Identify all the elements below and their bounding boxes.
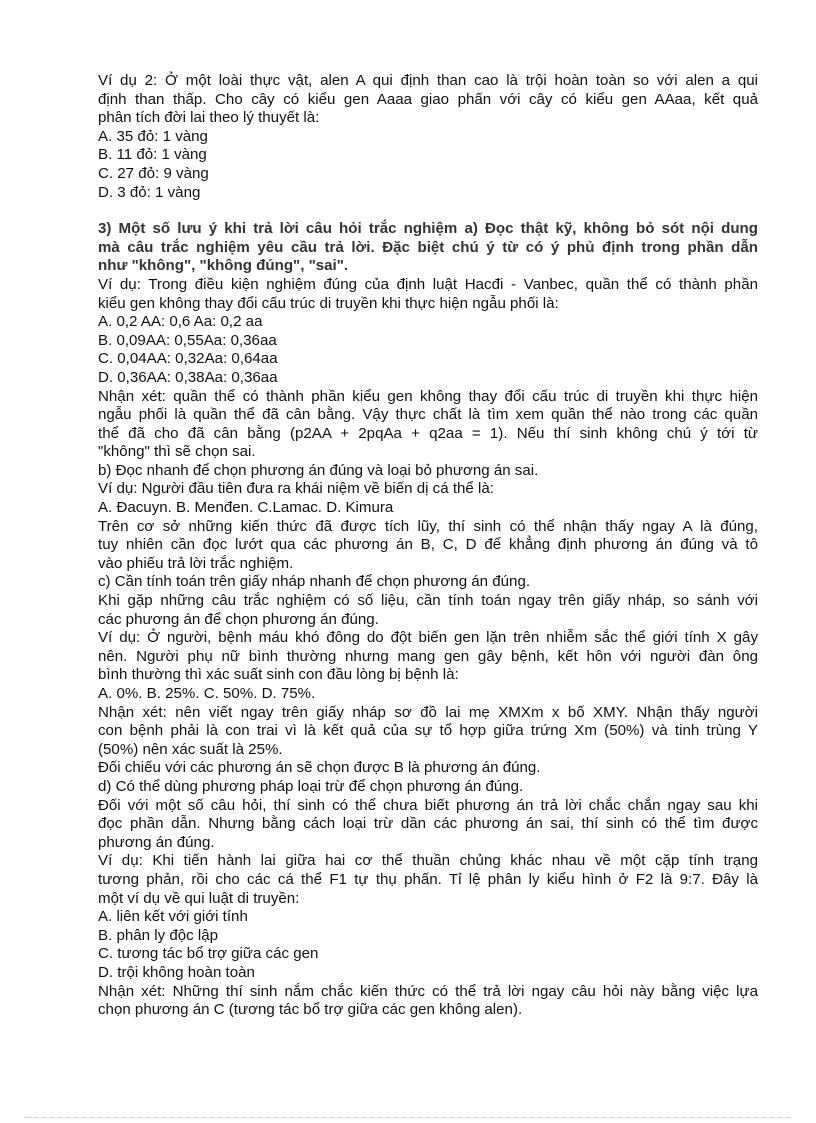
text-line: C. 0,04AA: 0,32Aa: 0,64aa xyxy=(98,350,278,368)
text-line: Trên cơ sở những kiến thức đã được tích lũy, thí sinh có thể nhận thấy ngay A là đúng, xyxy=(98,517,758,535)
text-line: Nhận xét: nên viết ngay trên giấy nháp sơ đồ lai mẹ XMXm x bố XMY. Nhận thấy người xyxy=(98,703,758,721)
text-line: nên. Người phụ nữ bình thường nhưng mang gen gây bệnh, kết hôn với người đàn ông xyxy=(98,647,758,665)
text-line: D. trội không hoàn toàn xyxy=(98,963,255,981)
text-line: A. Đacuyn. B. Menđen. C.Lamac. D. Kimura xyxy=(98,499,394,517)
text-line: (50%) nên xác suất là 25%. xyxy=(98,740,283,758)
text-line: A. 0%. B. 25%. C. 50%. D. 75%. xyxy=(98,685,316,702)
text-line: Ví dụ: Ở người, bệnh máu khó đông do đột biến gen lặn trên nhiễm sắc thể giới tính X gây xyxy=(98,629,758,647)
text-line: con bệnh phải là con trai vì là kết quả của sự tổ hợp giữa trứng Xm (50%) và tinh trùng Y xyxy=(98,722,758,740)
text-line: Nhận xét: Những thí sinh nắm chắc kiến thức có thể trả lời ngay câu hỏi này bằng việc lựa xyxy=(98,982,758,1000)
text-line: kiểu gen không thay đổi cấu trúc di truyền khi thực hiện ngẫu phối là: xyxy=(98,294,559,312)
text-line: A. liên kết với giới tính xyxy=(98,908,248,926)
text-line: một ví dụ về qui luật di truyền: xyxy=(98,889,300,907)
text-line: C. tương tác bổ trợ giữa các gen xyxy=(98,945,319,963)
text-line: Nhận xét: quần thể có thành phần kiểu gen không thay đổi cấu trúc di truyền khi thực hiện xyxy=(98,387,758,405)
text-line: Ví dụ 2: Ở một loài thực vật, alen A qui định than cao là trội hoàn toàn so với alen a qui xyxy=(98,72,758,89)
text-line: tương phản, rồi cho các cá thể F1 tự thụ phấn. Tỉ lệ phân ly kiểu hình ở F2 là 9:7. Đây là xyxy=(98,870,758,888)
text-line: Đối với một số câu hỏi, thí sinh có thể chưa biết phương án trả lời chắc chắn ngay sau khi xyxy=(98,796,758,814)
text-line: D. 0,36AA: 0,38Aa: 0,36aa xyxy=(98,368,278,386)
text-line: định than thấp. Cho cây có kiểu gen Aaaa giao phấn với cây có kiểu gen AAaa, kết quả xyxy=(98,90,758,108)
text-line: Đối chiếu với các phương án sẽ chọn được B là phương án đúng. xyxy=(98,759,541,777)
text-line: B. 0,09AA: 0,55Aa: 0,36aa xyxy=(98,331,277,349)
text-line: Khi gặp những câu trắc nghiệm có số liệu, cần tính toán ngay trên giấy nháp, so sánh với xyxy=(98,592,758,610)
text-line: B. 11 đỏ: 1 vàng xyxy=(98,146,207,164)
text-line: chọn phương án C (tương tác bổ trợ giữa các gen không alen). xyxy=(98,1001,523,1019)
text-line: thể đã cho đã cân bằng (p2AA + 2pqAa + q2aa = 1). Nếu thí sinh không chú ý tới từ xyxy=(98,424,758,442)
page-bottom-divider xyxy=(24,1117,792,1118)
section-heading-line: như "không", "không đúng", "sai". xyxy=(98,257,349,275)
text-line: Ví dụ: Trong điều kiện nghiệm đúng của định luật Hacđi - Vanbec, quần thể có thành phần xyxy=(98,275,758,293)
text-line: phương án đúng. xyxy=(98,833,215,851)
text-line: phân tích đời lai theo lý thuyết là: xyxy=(98,109,320,127)
text-line: đọc phần dẫn. Nhưng bằng cách loại trừ dần các phương án sai, thí sinh có thể tìm được xyxy=(98,815,758,833)
text-line: vào phiếu trả lời trắc nghiệm. xyxy=(98,554,294,572)
text-line: A. 35 đỏ: 1 vàng xyxy=(98,127,208,145)
text-line: ngẫu phối là quần thể đã cân bằng. Vậy thực chất là tìm xem quần thể nào trong các quần xyxy=(98,406,758,424)
text-line: c) Cần tính toán trên giấy nháp nhanh để chọn phương án đúng. xyxy=(98,573,531,591)
text-line: B. phân ly độc lập xyxy=(98,926,218,944)
text-line: A. 0,2 AA: 0,6 Aa: 0,2 aa xyxy=(98,313,263,331)
text-line: d) Có thể dùng phương pháp loại trừ để chọn phương án đúng. xyxy=(98,777,524,795)
text-line: Ví dụ: Người đầu tiên đưa ra khái niệm về biến dị cá thể là: xyxy=(98,480,494,498)
document-body xyxy=(98,72,758,1020)
text-line: "không" thì sẽ chọn sai. xyxy=(98,443,256,461)
section-heading-line: 3) Một số lưu ý khi trả lời câu hỏi trắc nghiệm a) Đọc thật kỹ, không bỏ sót nội dung xyxy=(98,220,758,238)
section-heading-line: mà câu trắc nghiệm yêu cầu trả lời. Đặc biệt chú ý từ có ý phủ định trong phần dẫn xyxy=(98,238,758,256)
paragraph-spacer xyxy=(98,202,758,220)
text-line: bình thường thì xác suất sinh con đầu lòng bị bệnh là: xyxy=(98,666,459,684)
text-line: tuy nhiên cần đọc lướt qua các phương án B, C, D để khẳng định phương án đúng và tô xyxy=(98,536,758,554)
text-line: D. 3 đỏ: 1 vàng xyxy=(98,183,201,201)
text-line: b) Đọc nhanh để chọn phương án đúng và loại bỏ phương án sai. xyxy=(98,461,539,479)
text-line: C. 27 đỏ: 9 vàng xyxy=(98,164,209,182)
text-line: các phương án để chọn phương án đúng. xyxy=(98,610,379,628)
text-line: Ví dụ: Khi tiến hành lai giữa hai cơ thể thuần chủng khác nhau về một cặp tính trạng xyxy=(98,852,758,870)
